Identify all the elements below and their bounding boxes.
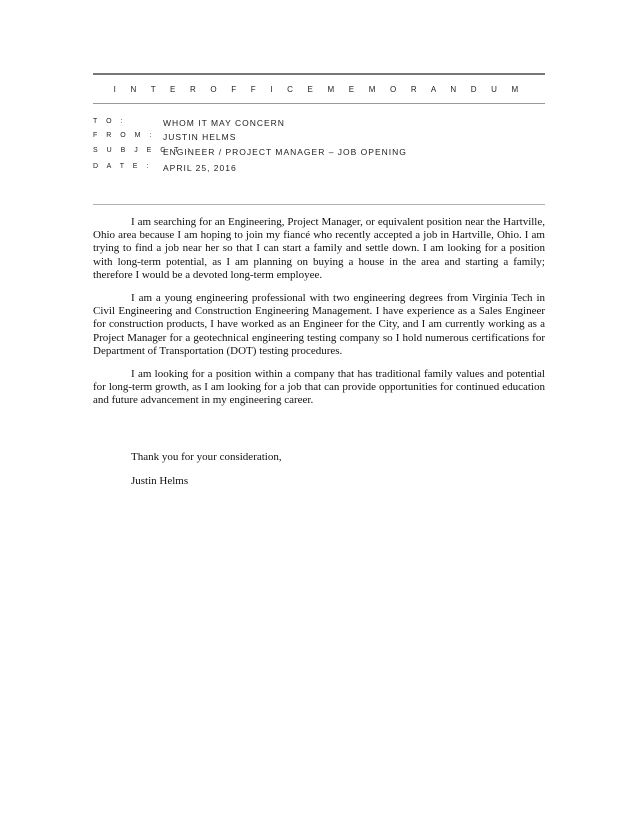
- closing-thanks: Thank you for your consideration,: [131, 451, 282, 463]
- from-value: JUSTIN HELMS: [163, 132, 237, 142]
- header-divider: [93, 204, 545, 205]
- memo-title: I N T E R O F F I C E M E M O R A N D U M: [113, 85, 525, 94]
- date-value: APRIL 25, 2016: [163, 163, 237, 173]
- from-label: F R O M :: [93, 132, 155, 139]
- subject-label: S U B J E C T :: [93, 147, 193, 154]
- to-label: T O :: [93, 118, 126, 125]
- memo-body: [93, 216, 545, 418]
- to-value: WHOM IT MAY CONCERN: [163, 118, 285, 128]
- top-rule: [93, 73, 545, 75]
- body-paragraph-3: I am looking for a position within a company that has traditional family values and potential for long-term growth, as I am looking for a job that can provide opportunities for continued education and future advancement in my engineering career.: [93, 368, 545, 407]
- title-rule: [93, 103, 545, 104]
- signature-name: Justin Helms: [131, 475, 189, 487]
- date-label: D A T E :: [93, 163, 152, 170]
- subject-value: ENGINEER / PROJECT MANAGER – JOB OPENING: [163, 147, 407, 157]
- body-paragraph-2: I am a young engineering professional with two engineering degrees from Virginia Tech in Civil Engineering and Construction Engineering Management. I have experience as a Sales Engineer for construction products, I have worked as an Engineer for the City, and I am currently working as a Project Manager for a geotechnical engineering testing company so I hold numerous certifications for Department of Transportation (DOT) testing procedures.: [93, 292, 545, 357]
- body-paragraph-1: I am searching for an Engineering, Project Manager, or equivalent position near the Hartville, Ohio area because I am hoping to join my fiancé who recently accepted a job in Hartville, Ohio. I am trying to find a job near her so that I can start a family and settle down. I am looking for a position with long-term potential, as I am planning on buying a house in the area and starting a family; therefore I would be a devoted long-term employee.: [93, 216, 545, 281]
